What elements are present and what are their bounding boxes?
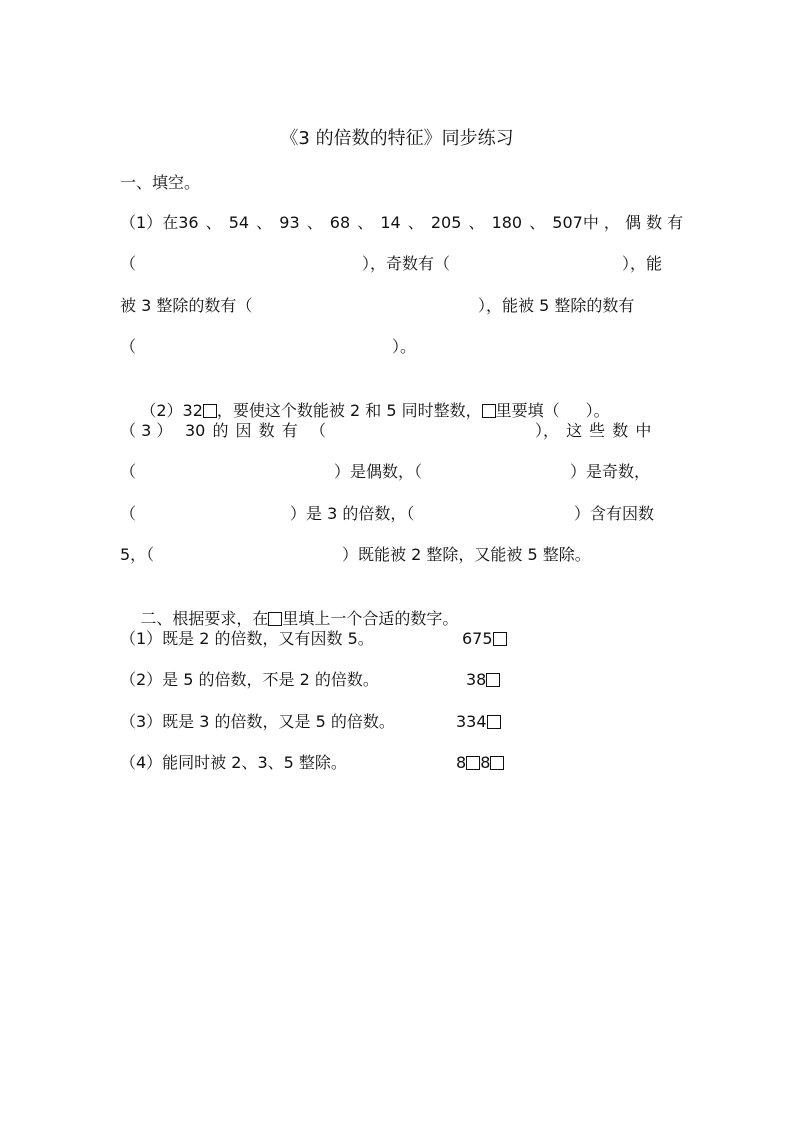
blank-box-icon xyxy=(203,404,217,418)
blank-box-icon xyxy=(487,715,501,729)
q3-label: （ 3 ） xyxy=(120,421,173,440)
s2-item-2-text: （2）是 5 的倍数，不是 2 的倍数。 xyxy=(120,670,379,689)
q3-line2-open: （ xyxy=(120,462,137,481)
q1-line4-end: ）。 xyxy=(392,337,417,356)
q1-prefix: 在 xyxy=(162,213,179,232)
s2-item-4-number xyxy=(456,752,504,774)
s2-item-4-digit-b: 8 xyxy=(480,753,491,772)
q1-can-label: ），能 xyxy=(622,254,663,273)
s2-item-2-number xyxy=(466,669,500,691)
q3-factors-label: 30 的 因 数 有 xyxy=(185,421,298,440)
blank-box-icon xyxy=(493,632,507,646)
q3-line4-start: 5，（ xyxy=(120,545,155,564)
q3-odd-label: ）是奇数， xyxy=(570,462,651,481)
q2-text-b: ，要使这个数能被 2 和 5 同时整数， xyxy=(216,401,482,420)
s2-item-4-text: （4）能同时被 2、3、5 整除。 xyxy=(120,753,347,772)
s2-item-3-text: （3）既是 3 的倍数，又是 5 的倍数。 xyxy=(120,712,395,731)
blank-box-icon xyxy=(268,612,282,626)
s2-item-2-digits: 38 xyxy=(466,670,487,689)
q1-mid: 中 ， 偶 数 有 xyxy=(582,213,684,232)
blank-box-icon xyxy=(482,404,496,418)
s2-item-3-digits: 334 xyxy=(456,712,487,731)
q1-open-paren: （ xyxy=(120,254,137,273)
q3-even-label: ）是偶数，（ xyxy=(334,462,423,481)
blank-box-icon xyxy=(486,673,500,687)
section2-heading-b: 里填上一个合适的数字。 xyxy=(282,609,459,628)
q3-open: （ xyxy=(310,421,327,440)
q3-line3-open: （ xyxy=(120,504,137,523)
section1-heading: 一、填空。 xyxy=(120,173,201,192)
q1-div5-label: ），能被 5 整除的数有 xyxy=(478,296,635,315)
section2-heading-a: 二、根据要求，在 xyxy=(140,609,269,628)
s2-item-1-number xyxy=(462,628,507,650)
blank-box-icon xyxy=(490,756,504,770)
q2-label: （2） xyxy=(140,401,183,420)
q3-among: ）， 这 些 数 中 xyxy=(535,421,652,440)
q3-factor5-label: ）含有因数 xyxy=(574,504,655,523)
blank-box-icon xyxy=(466,756,480,770)
q3-multiple3-label: ）是 3 的倍数，（ xyxy=(290,504,415,523)
q1-label: （1） xyxy=(120,213,163,232)
q3-line4-end: ）既能被 2 整除，又能被 5 整除。 xyxy=(342,545,591,564)
q1-line4-open: （ xyxy=(120,337,137,356)
s2-item-4-digit-a: 8 xyxy=(456,753,467,772)
q2-text-d: ）。 xyxy=(585,401,610,420)
s2-item-1-text: （1）既是 2 的倍数，又有因数 5。 xyxy=(120,629,374,648)
q1-odd-label: ），奇数有（ xyxy=(362,254,451,273)
q1-numbers: 36 、 54 、 93 、 68 、 14 、 205 、 180 、 507 xyxy=(178,213,583,232)
s2-item-1-digits: 675 xyxy=(462,629,493,648)
s2-item-3-number xyxy=(456,711,501,733)
page-title: 《3 的倍数的特征》同步练习 xyxy=(280,128,514,149)
q2-text-c: 里要填（ xyxy=(495,401,560,420)
q1-line1 xyxy=(120,212,684,234)
q2-text-a: 32 xyxy=(182,401,203,420)
q1-div3-label: 被 3 整除的数有（ xyxy=(120,296,253,315)
